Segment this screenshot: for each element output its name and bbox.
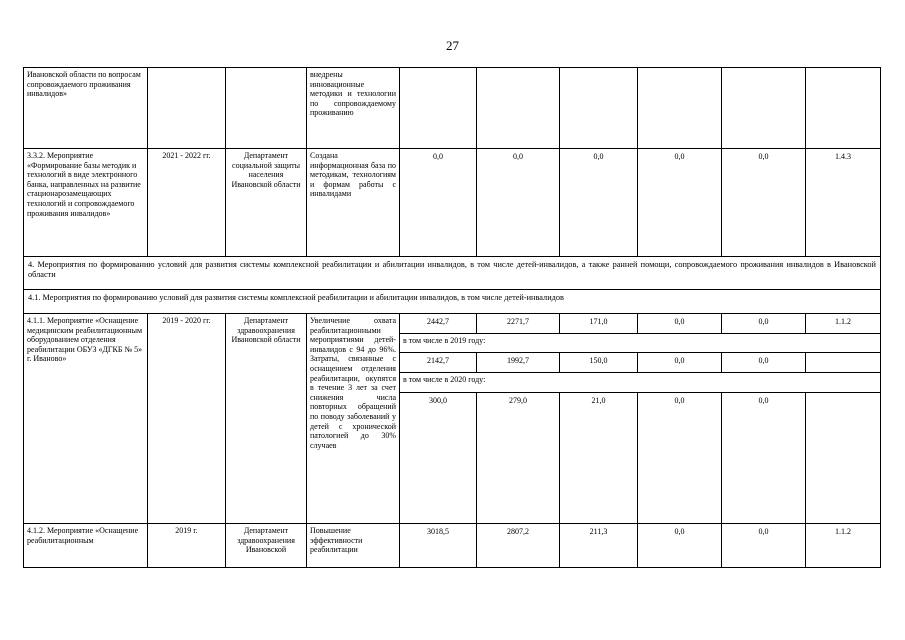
value-cell: 0,0	[722, 353, 806, 373]
value-cell: 2271,7	[477, 314, 560, 334]
indicator-code-cell: 1.4.3	[806, 149, 881, 257]
value-cell: 0,0	[638, 353, 722, 373]
value-cell: 3018,5	[400, 524, 477, 568]
value-cell: 0,0	[560, 149, 638, 257]
value-cell: 21,0	[560, 393, 638, 524]
value-cell: 2442,7	[400, 314, 477, 334]
value-cell: 0,0	[722, 314, 806, 334]
value-cell: 0,0	[477, 149, 560, 257]
value-cell: 300,0	[400, 393, 477, 524]
value-cell: 0,0	[638, 314, 722, 334]
expected-result-cell: Повышение эффективности реабилитации	[307, 524, 400, 568]
section-heading: 4. Мероприятия по формированию условий для развития системы комплексной реабилитации и абилитации инвалидов, в том числе детей-инвалидов, а также ранней помощи, сопровождаемого проживания инвалидов в Ивановской области	[24, 257, 881, 290]
executor-cell: Департамент здравоохранения Ивановской	[226, 524, 307, 568]
value-cell: 2807,2	[477, 524, 560, 568]
table-row	[24, 68, 881, 149]
year-subheading: в том числе в 2019 году:	[400, 334, 881, 353]
program-table	[23, 67, 881, 568]
value-cell: 1992,7	[477, 353, 560, 373]
value-cell: 2142,7	[400, 353, 477, 373]
event-name-cell: Ивановской области по вопросам сопровождаемого проживания инвалидов»	[24, 68, 148, 149]
subsection-heading: 4.1. Мероприятия по формированию условий для развития системы комплексной реабилитации и абилитации инвалидов, в том числе детей-инвалидов	[24, 290, 881, 314]
value-cell: 0,0	[638, 393, 722, 524]
executor-cell: Департамент социальной защиты населения Ивановской области	[226, 149, 307, 257]
table-row	[24, 524, 881, 568]
expected-result-cell: Создана информационная база по методикам, технологиям и формам работы с инвалидами	[307, 149, 400, 257]
value-cell: 0,0	[722, 524, 806, 568]
value-cell: 0,0	[722, 149, 806, 257]
table-row	[24, 314, 881, 334]
value-cell: 150,0	[560, 353, 638, 373]
event-name-cell: 4.1.1. Мероприятие «Оснащение медицинским реабилитационным оборудованием отделения реабилитации ОБУЗ «ДГКБ № 5» г. Иваново»	[24, 314, 148, 524]
value-cell: 0,0	[638, 524, 722, 568]
table-row	[24, 149, 881, 257]
event-name-cell: 3.3.2. Мероприятие «Формирование базы методик и технологий в виде электронного банка, направленных на развитие стационарозамещающих технологий и сопровождаемого проживания инвалидов»	[24, 149, 148, 257]
value-cell: 171,0	[560, 314, 638, 334]
value-cell: 0,0	[638, 149, 722, 257]
event-name-cell: 4.1.2. Мероприятие «Оснащение реабилитационным	[24, 524, 148, 568]
indicator-code-cell: 1.1.2	[806, 524, 881, 568]
page-number: 27	[446, 38, 459, 53]
period-cell: 2019 г.	[148, 524, 226, 568]
expected-result-cell: внедрены инновационные методики и технологии по сопровождаемому проживанию	[307, 68, 400, 149]
year-subheading: в том числе в 2020 году:	[400, 373, 881, 393]
value-cell: 211,3	[560, 524, 638, 568]
subsection-heading-row	[24, 290, 881, 314]
value-cell: 0,0	[722, 393, 806, 524]
value-cell: 0,0	[400, 149, 477, 257]
value-cell: 279,0	[477, 393, 560, 524]
section-heading-row	[24, 257, 881, 290]
period-cell: 2019 - 2020 гг.	[148, 314, 226, 524]
expected-result-cell: Увеличение охвата реабилитационными мероприятиями детей-инвалидов с 94 до 96%. Затраты, связанные с оснащением отделения реабилитации, окупятся в течение 3 лет за счет снижения числа повторных обращений по поводу заболеваний у детей с хронической патологией до 30% случаев	[307, 314, 400, 524]
period-cell: 2021 - 2022 гг.	[148, 149, 226, 257]
indicator-code-cell: 1.1.2	[806, 314, 881, 334]
executor-cell: Департамент здравоохранения Ивановской области	[226, 314, 307, 524]
